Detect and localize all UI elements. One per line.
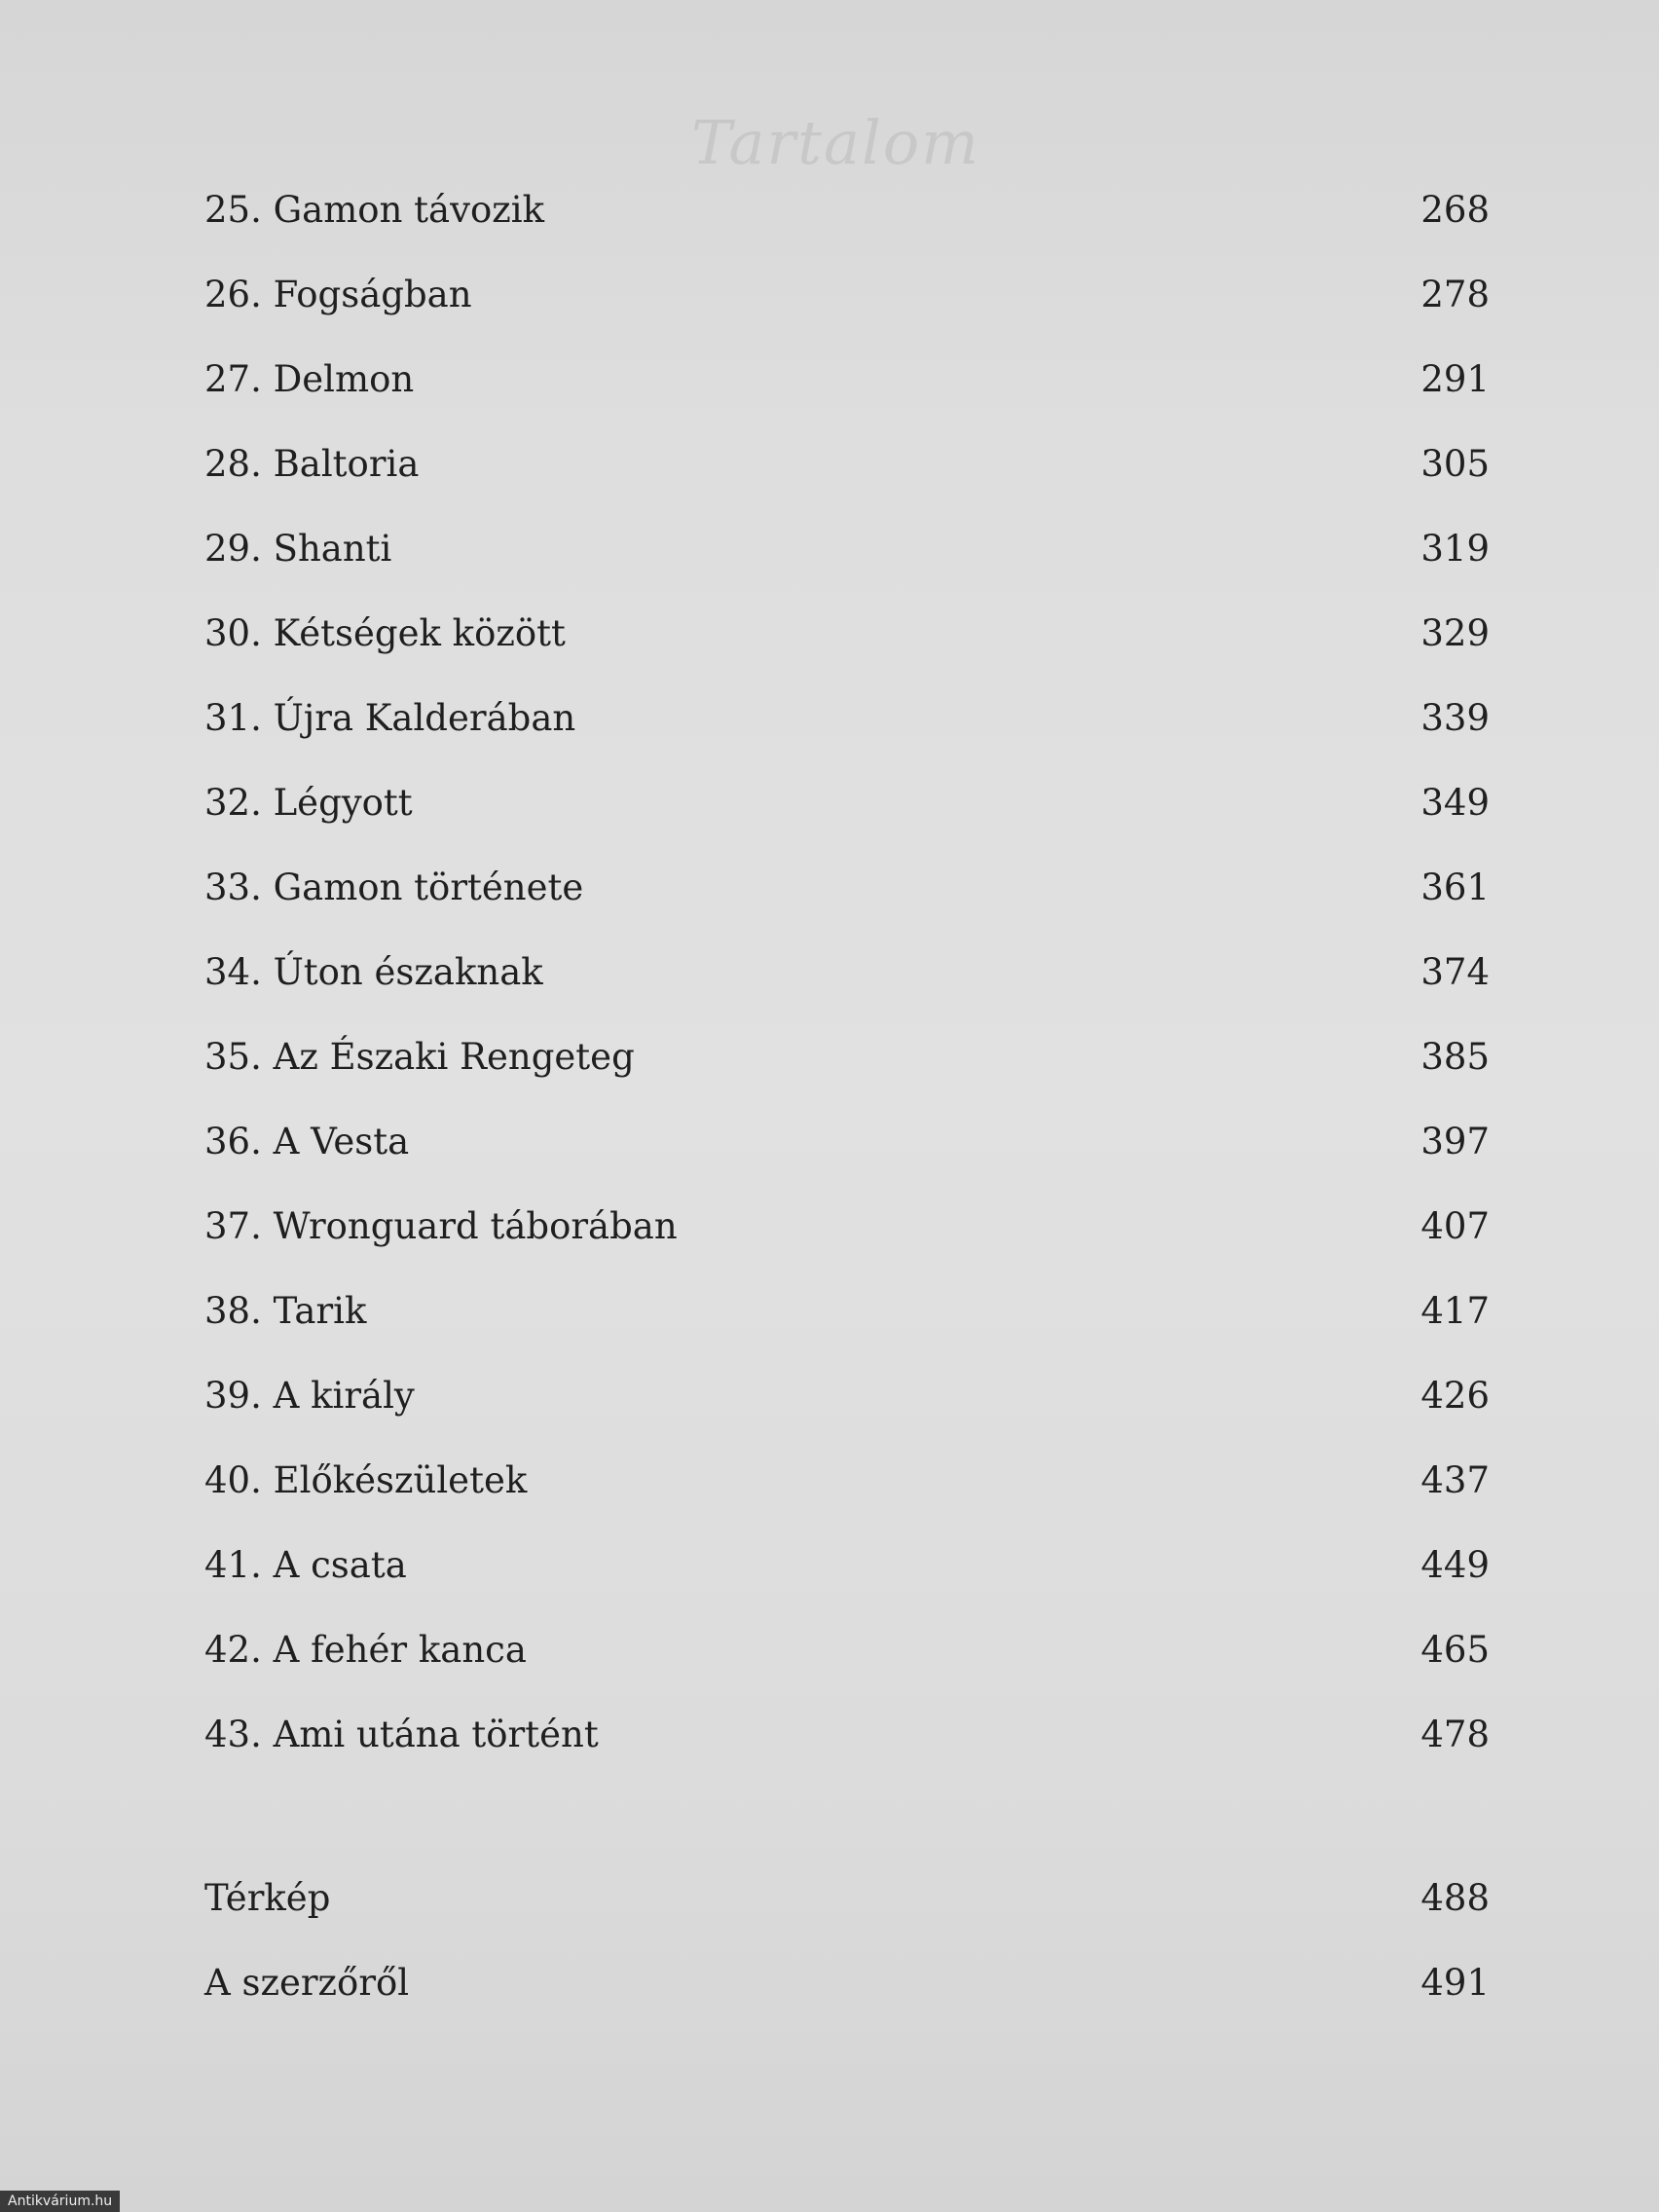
toc-entry-page: 319 [1420, 528, 1490, 570]
toc-entry [204, 350, 1490, 409]
toc-entry-title: 37. Wronguard táborában [204, 1205, 678, 1247]
toc-entry [204, 1621, 1490, 1679]
toc-entry [204, 1536, 1490, 1595]
toc-entry-title: 40. Előkészületek [204, 1459, 528, 1501]
toc-entry-title: 26. Fogságban [204, 274, 472, 315]
toc-entry-title: 33. Gamon története [204, 866, 584, 908]
toc-entry-page: 407 [1420, 1205, 1490, 1247]
toc-entry [204, 943, 1490, 1002]
toc-entry-title: 42. A fehér kanca [204, 1629, 527, 1671]
toc-entry-page: 374 [1420, 951, 1490, 993]
toc-appendix-entry [204, 1869, 1490, 1928]
toc-entry [204, 1198, 1490, 1256]
toc-entry [204, 605, 1490, 663]
toc-entry-title: 30. Kétségek között [204, 612, 566, 654]
toc-entry-page: 478 [1420, 1714, 1490, 1755]
toc-entry-page: 305 [1420, 443, 1490, 485]
toc-entry-page: 278 [1420, 274, 1490, 315]
toc-entry-title: 41. A csata [204, 1544, 407, 1586]
toc-entry-page: 417 [1420, 1290, 1490, 1332]
toc-entry [204, 1367, 1490, 1425]
toc-entry-page: 426 [1420, 1375, 1490, 1417]
toc-entry [204, 1282, 1490, 1341]
toc-entry [204, 266, 1490, 324]
toc-entry [204, 689, 1490, 748]
toc-entry-title: 32. Légyott [204, 782, 413, 824]
toc-appendix-page: 488 [1420, 1877, 1490, 1919]
toc-entry-title: 27. Delmon [204, 358, 415, 400]
toc-appendix-page: 491 [1420, 1962, 1490, 2004]
toc-entry [204, 520, 1490, 578]
toc-entry [204, 859, 1490, 917]
toc-entry-page: 339 [1420, 697, 1490, 739]
toc-entry-title: 29. Shanti [204, 528, 392, 570]
toc-entry-title: 39. A király [204, 1375, 415, 1417]
toc-entry [204, 1706, 1490, 1764]
toc-entry-title: 36. A Vesta [204, 1121, 410, 1162]
toc-entry [204, 181, 1490, 240]
toc-entry-page: 449 [1420, 1544, 1490, 1586]
toc-entry-page: 291 [1420, 358, 1490, 400]
toc-entry [204, 774, 1490, 832]
toc-entry-page: 465 [1420, 1629, 1490, 1671]
show-through-title: Tartalom [691, 107, 980, 178]
toc-entry-page: 268 [1420, 189, 1490, 231]
toc-appendix-entry [204, 1954, 1490, 2012]
toc-entry [204, 1113, 1490, 1171]
toc-entry-page: 361 [1420, 866, 1490, 908]
toc-entry [204, 1452, 1490, 1510]
toc-entry [204, 435, 1490, 494]
toc-appendix-title: A szerzőről [204, 1962, 410, 2004]
toc-appendix-title: Térkép [204, 1877, 331, 1919]
toc-entry-title: 35. Az Északi Rengeteg [204, 1036, 635, 1078]
toc-entry-page: 329 [1420, 612, 1490, 654]
toc-entry-title: 31. Újra Kalderában [204, 697, 576, 739]
toc-entry-page: 397 [1420, 1121, 1490, 1162]
toc-entry-page: 349 [1420, 782, 1490, 824]
toc-entry-title: 38. Tarik [204, 1290, 367, 1332]
toc-entry-page: 385 [1420, 1036, 1490, 1078]
watermark: Antikvárium.hu [0, 2191, 120, 2212]
toc-entry-title: 25. Gamon távozik [204, 189, 545, 231]
toc-entry [204, 1028, 1490, 1087]
toc-entry-title: 34. Úton északnak [204, 951, 543, 993]
toc-entry-title: 28. Baltoria [204, 443, 420, 485]
toc-entry-page: 437 [1420, 1459, 1490, 1501]
toc-entry-title: 43. Ami utána történt [204, 1714, 599, 1755]
